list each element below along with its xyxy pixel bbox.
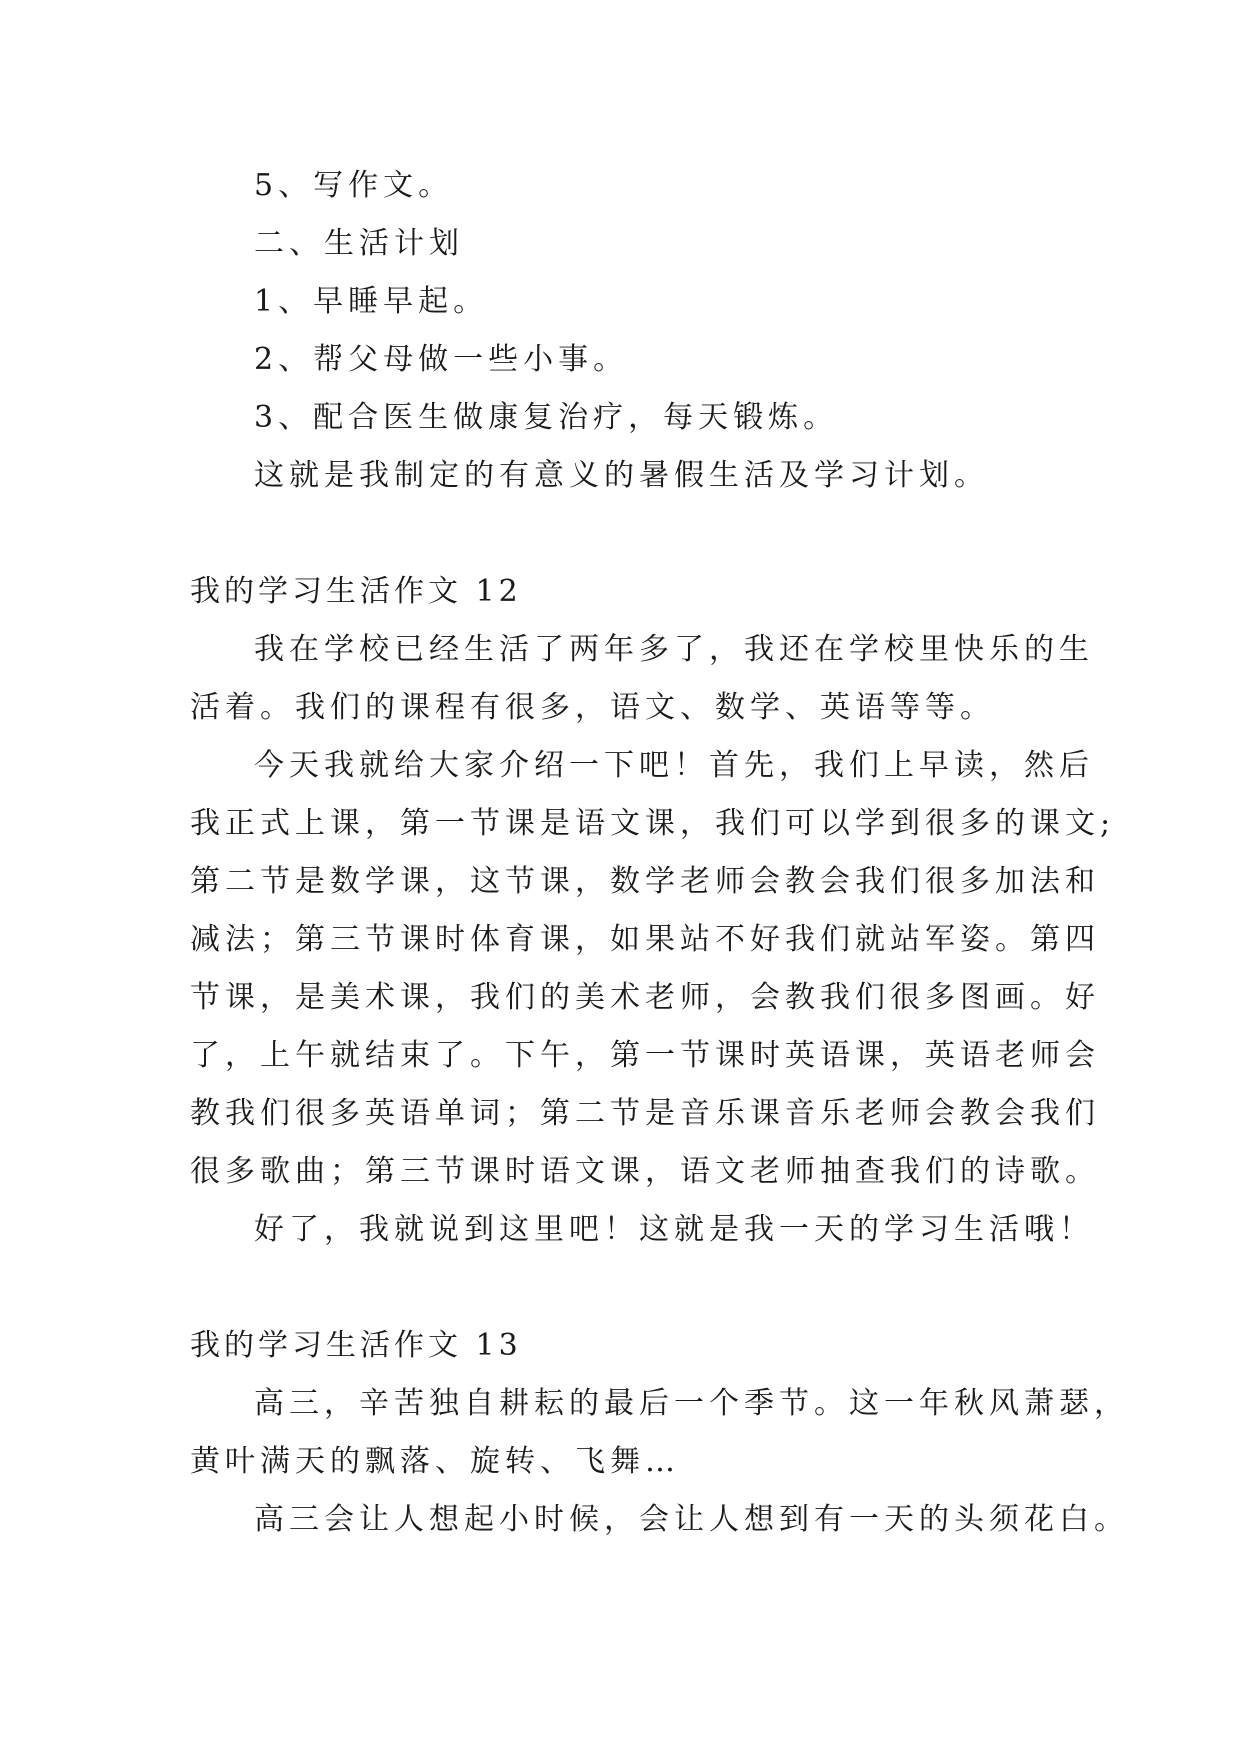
paragraph-line: 1、早睡早起。 xyxy=(254,284,489,319)
paragraph-line: 二、生活计划 xyxy=(254,226,464,261)
paragraph-line: 好了，我就说到这里吧！这就是我一天的学习生活哦！ xyxy=(254,1212,1094,1247)
paragraph-line: 今天我就给大家介绍一下吧！首先，我们上早读，然后 xyxy=(254,748,1094,783)
paragraph-line: 我在学校已经生活了两年多了，我还在学校里快乐的生 xyxy=(254,632,1094,667)
paragraph-line: 我正式上课，第一节课是语文课，我们可以学到很多的课文; xyxy=(190,806,1116,841)
paragraph-line: 教我们很多英语单词；第二节是音乐课音乐老师会教会我们 xyxy=(190,1096,1100,1131)
essay-title: 我的学习生活作文 12 xyxy=(190,574,522,609)
paragraph-line: 减法；第三节课时体育课，如果站不好我们就站军姿。第四 xyxy=(190,922,1100,957)
paragraph-line: 2、帮父母做一些小事。 xyxy=(254,342,629,377)
paragraph-line: 高三，辛苦独自耕耘的最后一个季节。这一年秋风萧瑟， xyxy=(254,1386,1129,1421)
paragraph-line: 活着。我们的课程有很多，语文、数学、英语等等。 xyxy=(190,690,995,725)
paragraph-line: 高三会让人想起小时候，会让人想到有一天的头须花白。 xyxy=(254,1502,1129,1537)
paragraph-line: 黄叶满天的飘落、旋转、飞舞… xyxy=(190,1444,680,1479)
paragraph-line: 这就是我制定的有意义的暑假生活及学习计划。 xyxy=(254,458,989,493)
essay-title: 我的学习生活作文 13 xyxy=(190,1328,522,1363)
paragraph-line: 了，上午就结束了。下午，第一节课时英语课，英语老师会 xyxy=(190,1038,1100,1073)
paragraph-line: 5、写作文。 xyxy=(254,168,454,203)
paragraph-line: 很多歌曲；第三节课时语文课，语文老师抽查我们的诗歌。 xyxy=(190,1154,1100,1189)
paragraph-line: 第二节是数学课，这节课，数学老师会教会我们很多加法和 xyxy=(190,864,1100,899)
paragraph-line: 3、配合医生做康复治疗，每天锻炼。 xyxy=(254,400,839,435)
paragraph-line: 节课，是美术课，我们的美术老师，会教我们很多图画。好 xyxy=(190,980,1100,1015)
